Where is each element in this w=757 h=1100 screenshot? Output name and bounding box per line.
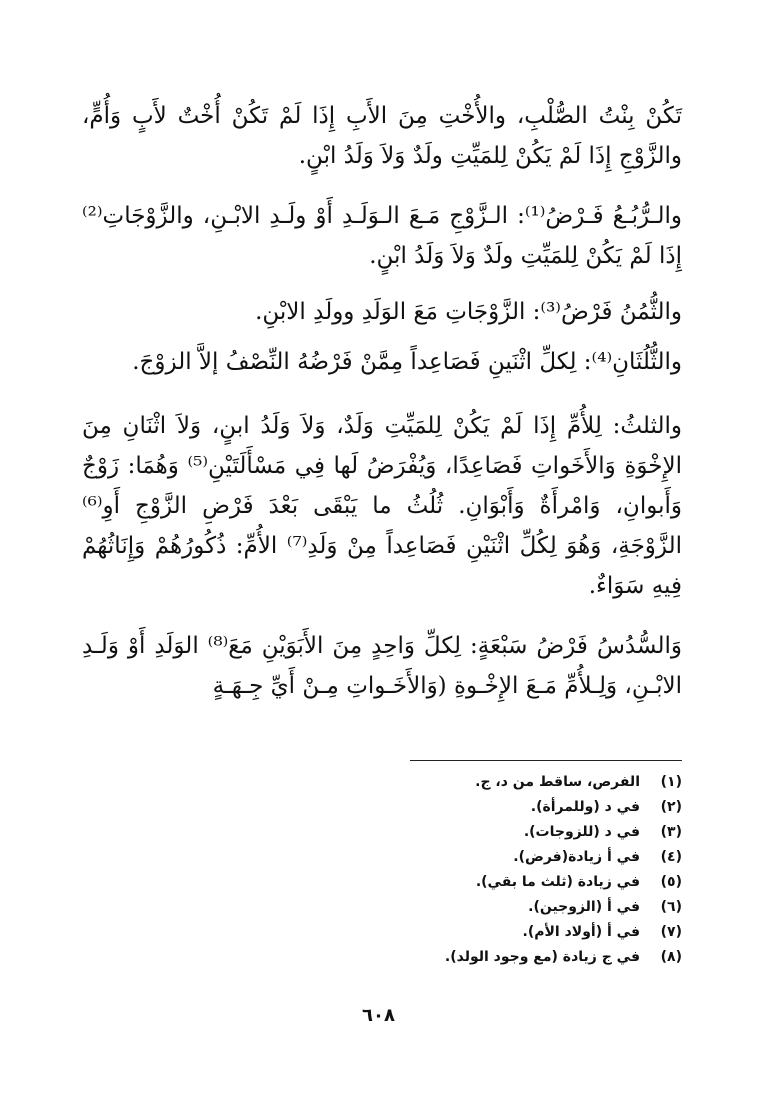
footnote-text: الفرص، ساقط من د، ج. (475, 774, 640, 790)
footnote-text: في أ (الزوجين). (528, 899, 640, 915)
footnote-separator (410, 760, 682, 761)
footnote-item (300, 820, 682, 845)
footnote-item (300, 920, 682, 945)
footnote-text: في زيادة (ثلث ما بقي). (475, 874, 640, 890)
footnote-text: في د (للزوجات). (523, 824, 640, 840)
paragraph-third-share: والثلثُ: لِلأُمِّ إِذَا لَمْ يَكُنْ لِلمَيِّتِ وَلَدٌ، وَلاَ وَلَدُ ابنٍ، وَلاَ اثْنَانِ مِنَ الإِخْوَةِ وَالأَخَواتِ فَصَاعِدًا، وَيُفْرَضُ لَها فِي مَسْأَلَتَيْنِ⁽⁵⁾ وَهُمَا: زَوْجٌ وَأَبوانِ، وَامْرأَةٌ وَأَبْوَانِ. ثُلُثُ ما يَبْقَى بَعْدَ فَرْضِ الزَّوْجِ أَوِ⁽⁶⁾ الزَّوْجَةِ، وَهُوَ لِكُلِّ اثْنَيْنِ فَصَاعِداً مِنْ وَلَدِ⁽⁷⁾ الأُمِّ: ذُكُورُهُمْ وَإِنَاثُهُمْ فِيهِ سَوَاءٌ. (82, 413, 682, 599)
footnote-number: (١) (660, 774, 682, 790)
footnote-number: (٧) (660, 924, 682, 940)
footnote-text: في أ زيادة(فرض). (513, 849, 640, 865)
paragraph-eighth-share: والثُّمُنُ فَرْضُ⁽³⁾: الزَّوْجَاتِ مَعَ الوَلَدِ وولَدِ الابْنِ. (255, 299, 682, 325)
footnote-item (300, 795, 682, 820)
footnotes-list (300, 770, 682, 970)
paragraph-quarter-share: والـرُّبُـعُ فَـرْضُ⁽¹⁾: الـزَّوْجِ مَـعَ الـوَلَـدِ أَوْ ولَـدِ الابْـنِ، والزَّوْجَاتِ⁽²⁾ إِذَا لَمْ يَكُنْ لِلمَيِّتِ ولَدٌ وَلاَ وَلَدُ ابْنٍ. (82, 203, 682, 269)
footnote-number: (٨) (660, 949, 682, 965)
footnote-item (300, 770, 682, 795)
footnote-number: (٤) (660, 849, 682, 865)
footnote-item (300, 945, 682, 970)
footnote-text: في ج زيادة (مع وجود الولد). (444, 949, 640, 965)
footnote-number: (٥) (660, 874, 682, 890)
footnote-item (300, 895, 682, 920)
footnote-item (300, 870, 682, 895)
footnote-number: (٣) (660, 824, 682, 840)
footnote-number: (٦) (660, 899, 682, 915)
footnote-text: في أ (أولاد الأم). (522, 924, 640, 940)
main-text-block (82, 96, 682, 722)
footnote-item (300, 845, 682, 870)
footnote-text: في د (وللمرأة). (530, 799, 640, 815)
page-number: ٦٠٨ (362, 1005, 395, 1026)
paragraph-sixth-share: وَالسُّدُسُ فَرْضُ سَبْعَةٍ: لِكلِّ وَاحِدٍ مِنَ الأَبَوَيْنِ مَعَ⁽⁸⁾ الوَلَدِ أَوْ وَلَـدِ الابْـنِ، وَلِـلأُمِّ مَـعَ الإِخْـوةِ (وَالأَخَـواتِ مِـنْ أَيِّ جِـهَـةٍ (82, 633, 682, 699)
paragraph-two-thirds-share: والثُّلُثَانِ⁽⁴⁾: لِكلِّ اثْنَينِ فَصَاعِداً مِمَّنْ فَرْضُهُ النِّصْفُ إلاَّ الزوْجَ. (132, 349, 682, 375)
footnote-number: (٢) (660, 799, 682, 815)
paragraph-daughter-sister-husband: تَكُنْ بِنْتُ الصُّلْبِ، والأُخْتِ مِنَ الأَبِ إِذَا لَمْ تَكُنْ أُخْتٌ لأَبٍ وَأُمٍّ، والزَّوْجِ إِذَا لَمْ يَكُنْ لِلمَيِّتِ ولَدٌ وَلاَ وَلَدُ ابْنٍ. (82, 103, 682, 169)
